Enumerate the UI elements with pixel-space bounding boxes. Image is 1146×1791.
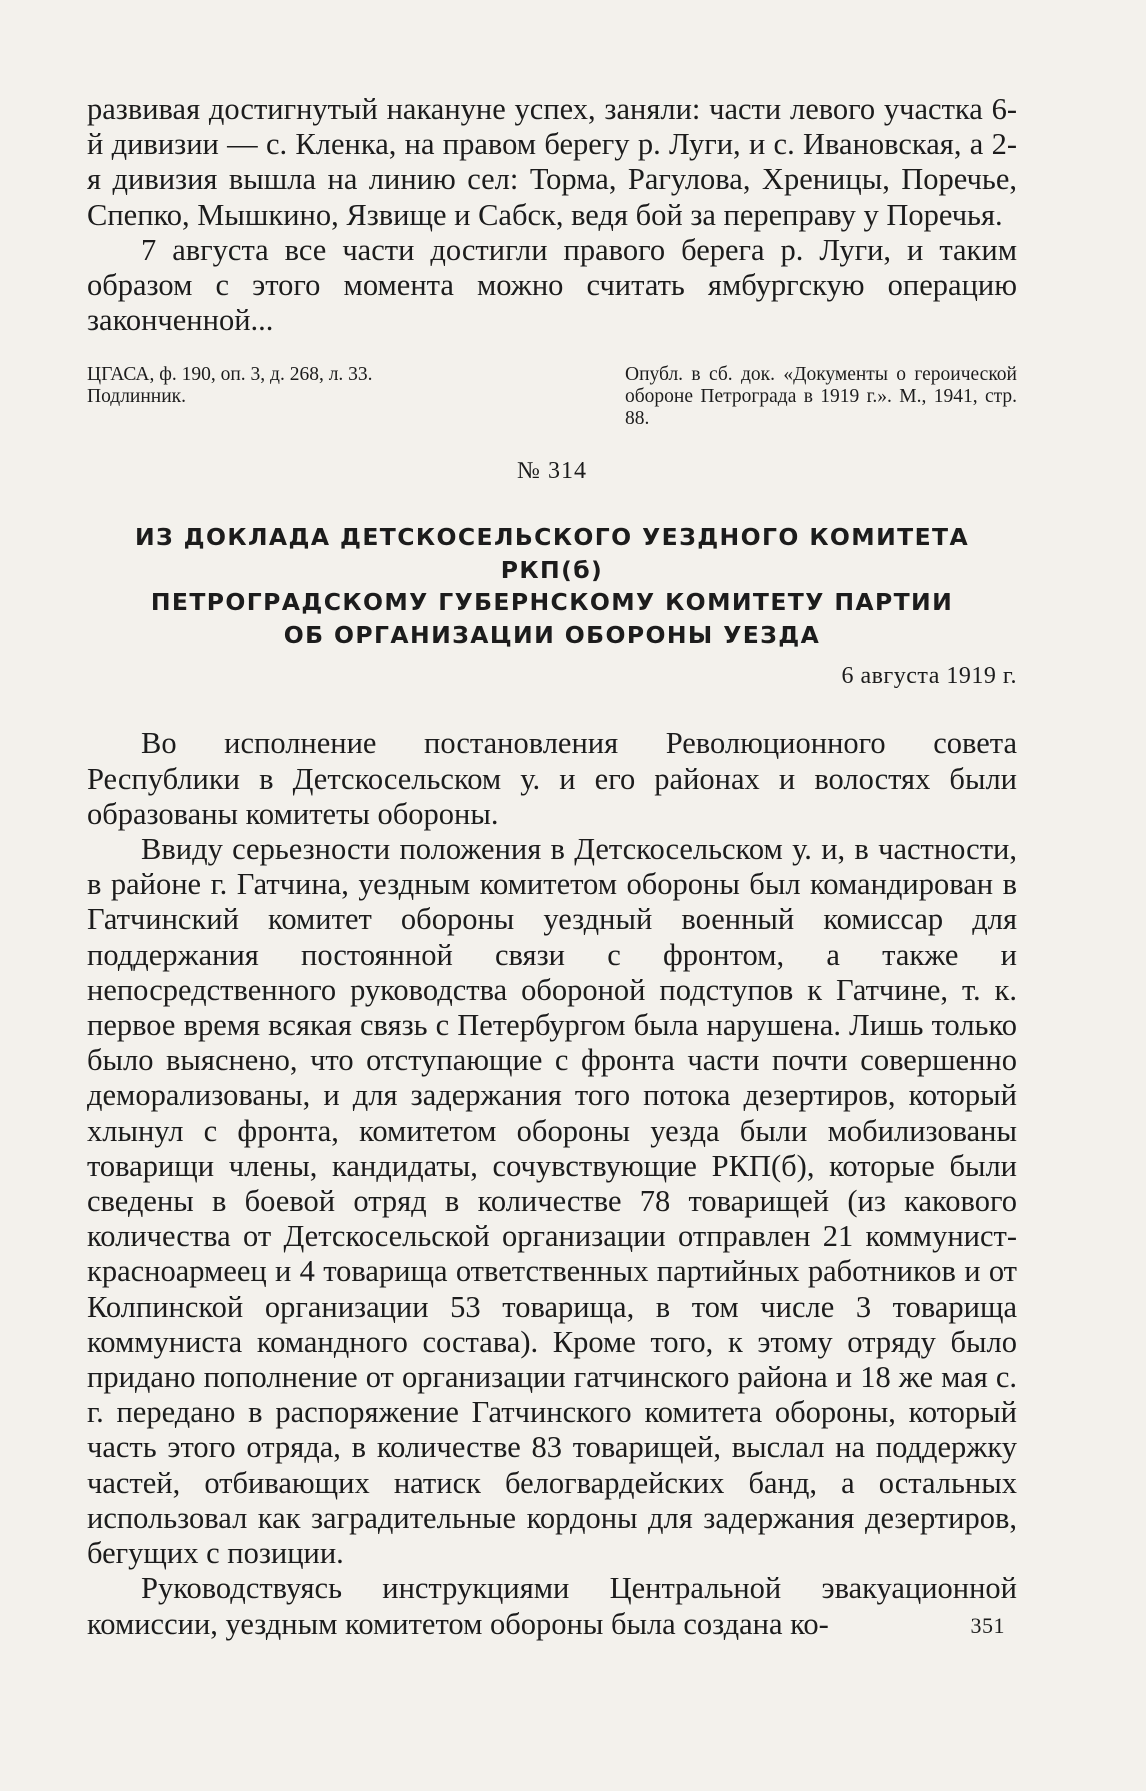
- original-note: Подлинник.: [87, 386, 187, 408]
- intro-paragraph-1: развивая достигнутый накануне успех, заняли: части левого участка 6-й дивизии — с. Кленка, на правом берегу р. Луги, и с. Ивановская, а 2-я дивизия вышла на линию сел: Торма, Рагулова, Хреницы, Поречье, Спепко, Мышкино, Язвище и Сабск, ведя бой за переправу у Поречья.: [87, 92, 1017, 232]
- body-paragraph-2: Ввиду серьезности положения в Детскосельском у. и, в частности, в районе г. Гатчина, уездным комитетом обороны был командирован в Гатчинский комитет обороны уездный военный комиссар для поддержания постоянной связи с фронтом, а также и непосредственного руководства обороной подступов к Гатчине, т. к. первое время всякая связь с Петербургом была нарушена. Лишь только было выяснено, что отступающие с фронта части почти совершенно деморализованы, и для задержания того потока дезертиров, который хлынул с фронта, комитетом обороны уезда были мобилизованы товарищи члены, кандидаты, сочувствующие РКП(б), которые были сведены в боевой отряд в количестве 78 товарищей (из какового количества от Детскосельской организации отправлен 21 коммунист-красноармеец и 4 товарища ответственных партийных работников и от Колпинской организации 53 товарища, в том числе 3 товарища коммуниста командного состава). Кроме того, к этому отряду было придано пополнение от организации гатчинского района и 18 же мая с. г. передано в распоряжение Гатчинского комитета обороны, который часть этого отряда, в количестве 83 товарищей, выслал на поддержку частей, отбивающих натиск белогвардейских банд, а остальных использовал как заградительные кордоны для задержания дезертиров, бегущих с позиции.: [87, 832, 1017, 1571]
- body-paragraph-3: Руководствуясь инструкциями Центральной эвакуационной комиссии, уездным комитетом обороны была создана ко-: [87, 1571, 1017, 1641]
- document-title-line: ПЕТРОГРАДСКОМУ ГУБЕРНСКОМУ КОМИТЕТУ ПАРТИИ: [150, 588, 954, 617]
- document-date: 6 августа 1919 г.: [841, 663, 1017, 690]
- document-title-line: ИЗ ДОКЛАДА ДЕТСКОСЕЛЬСКОГО УЕЗДНОГО КОМИТЕТА РКП(б): [134, 523, 970, 584]
- source-citation: [87, 364, 1017, 430]
- publication-reference: Опубл. в сб. док. «Документы о героической обороне Петрограда в 1919 г.». М., 1941, стр. 88.: [625, 364, 1017, 430]
- archive-code: ЦГАСА, ф. 190, оп. 3, д. 268, л. 33.: [87, 364, 373, 386]
- document-title-line: ОБ ОРГАНИЗАЦИИ ОБОРОНЫ УЕЗДА: [283, 620, 821, 649]
- body-paragraph-1: Во исполнение постановления Революционного совета Республики в Детскосельском у. и его районах и волостях были образованы комитеты обороны.: [87, 726, 1017, 831]
- page-number: 351: [970, 1613, 1005, 1638]
- document-number: № 314: [517, 458, 587, 485]
- document-body: [87, 726, 1017, 1641]
- page-content: [87, 92, 1017, 1642]
- intro-paragraph-2: 7 августа все части достигли правого берега р. Луги, и таким образом с этого момента можно считать ямбургскую операцию законченной...: [87, 232, 1017, 338]
- archive-reference: [87, 364, 507, 430]
- document-title: [87, 521, 1017, 651]
